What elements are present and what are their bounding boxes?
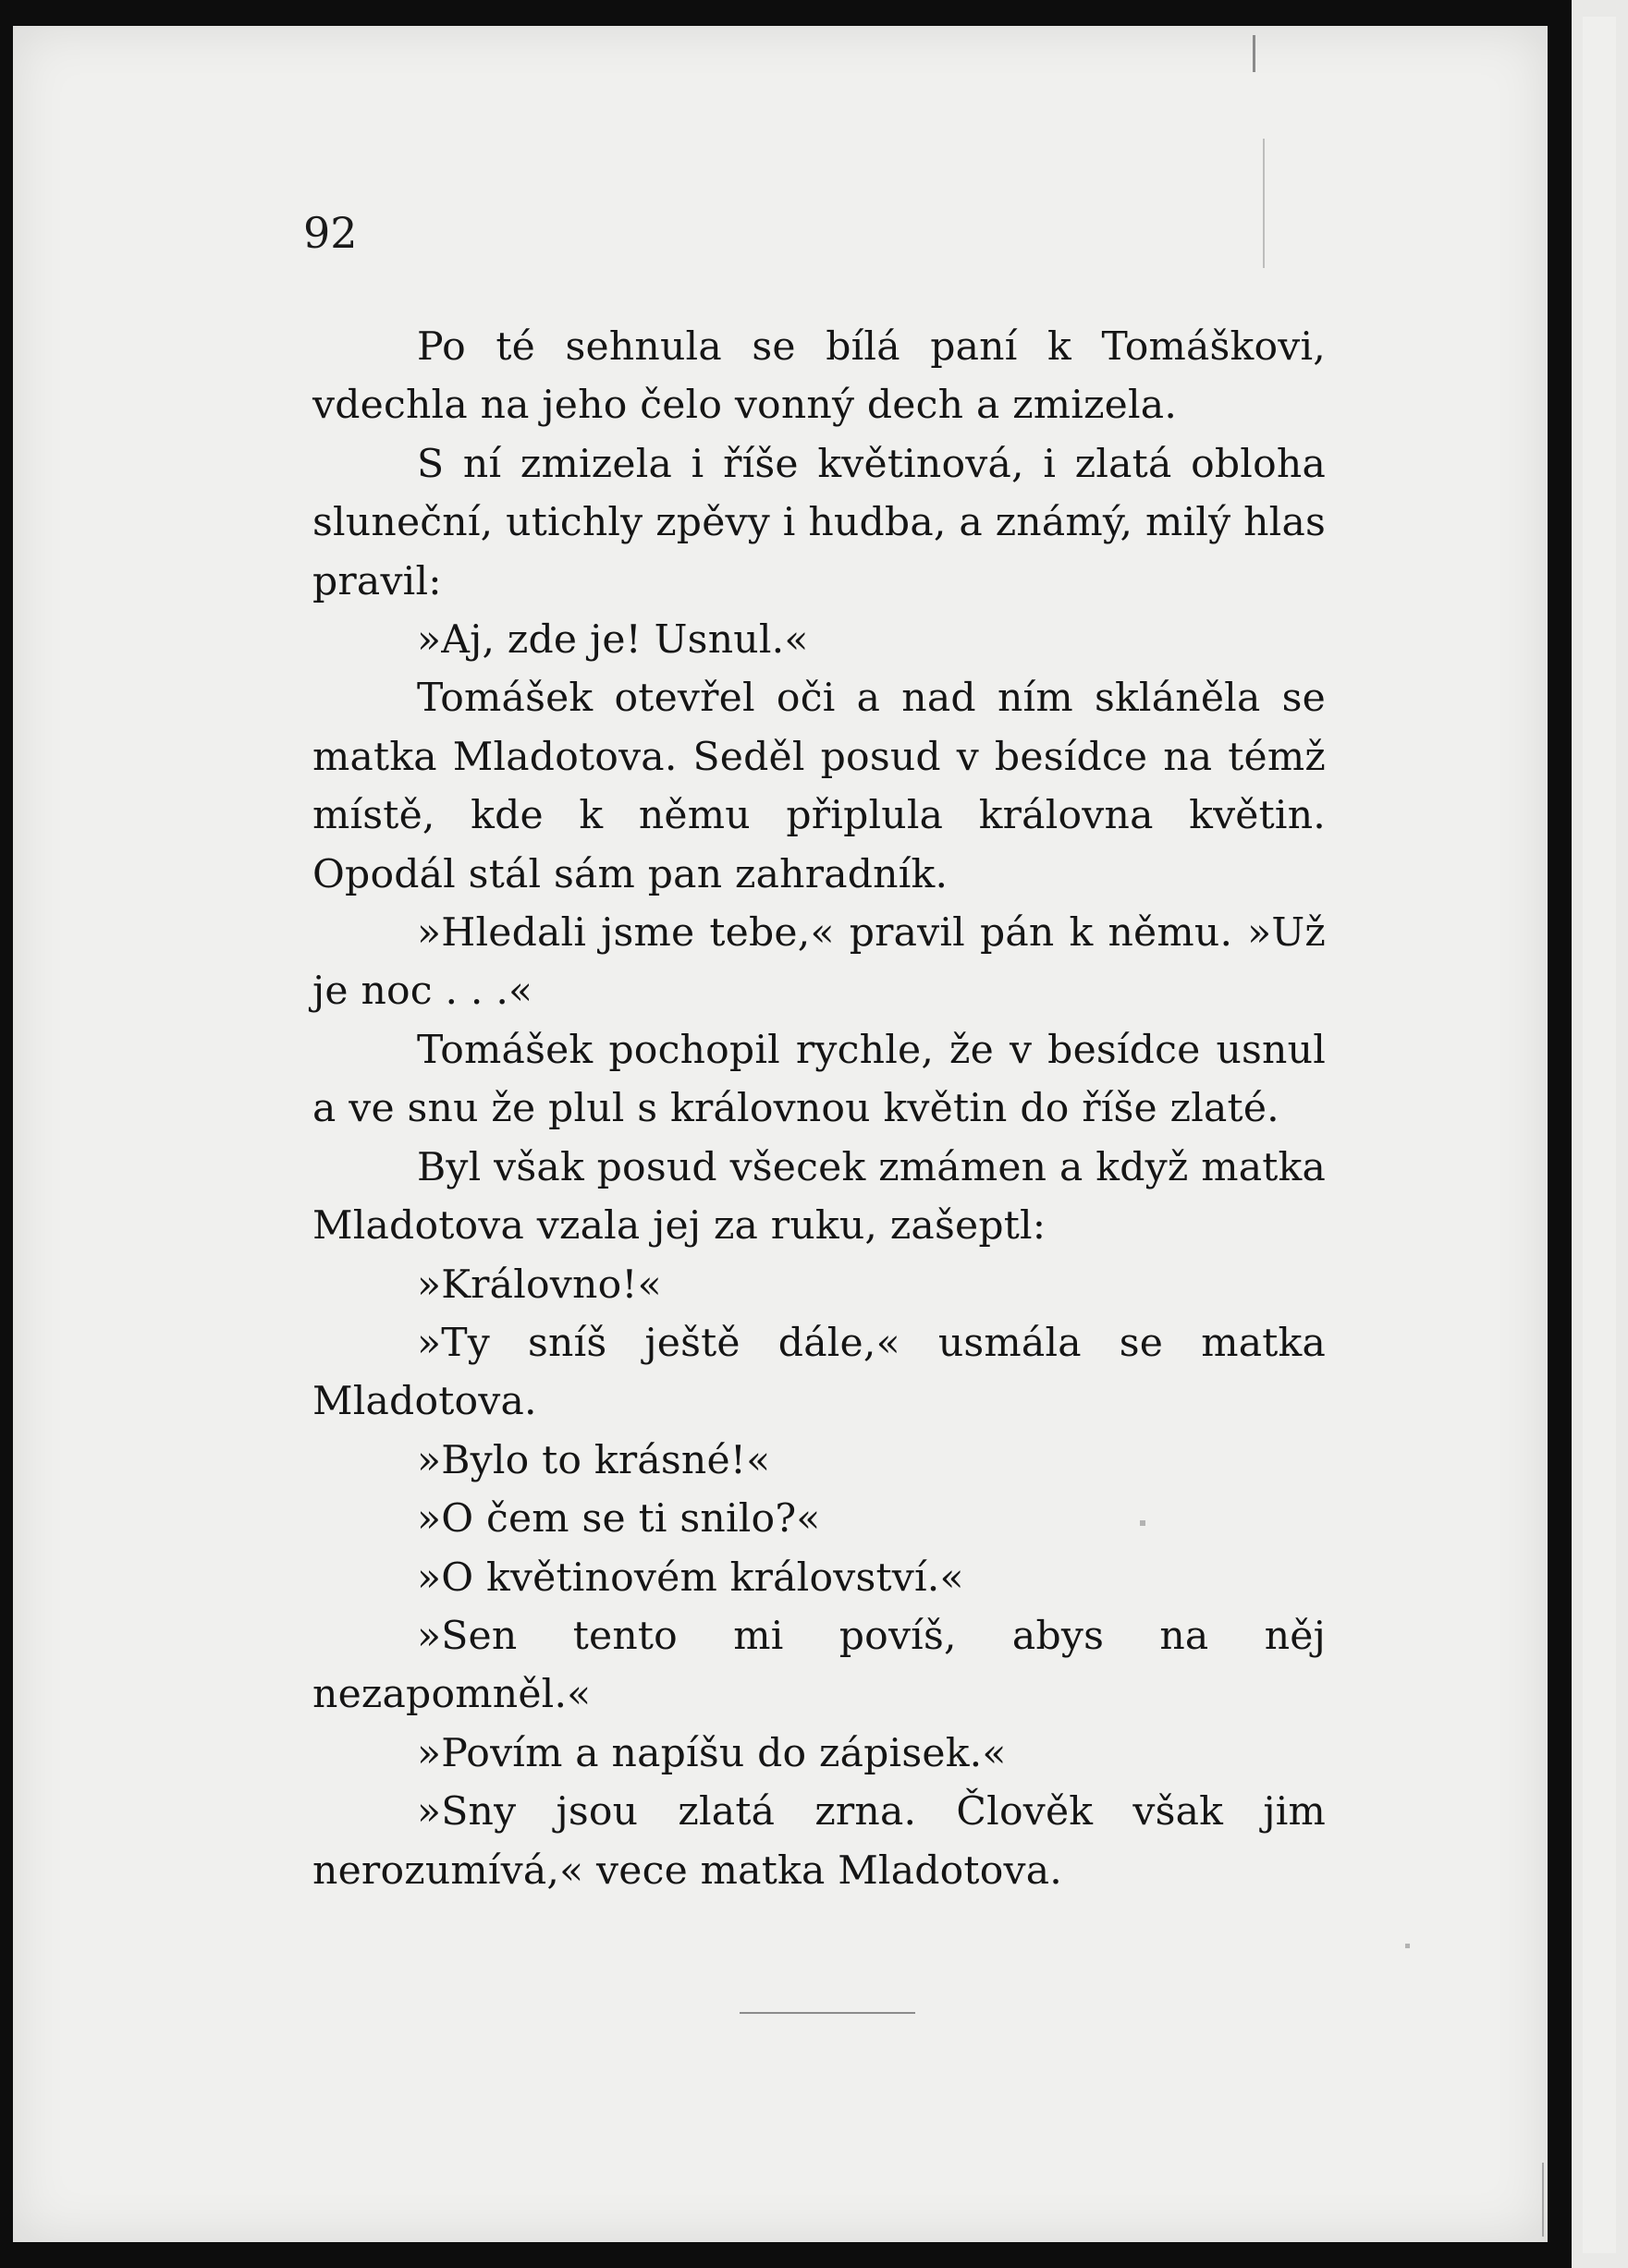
scan-speck [1263, 139, 1265, 268]
scan-speck [1542, 2163, 1544, 2237]
body-text [312, 318, 1326, 1900]
paragraph: »O čem se ti snilo?« [417, 1496, 821, 1542]
end-rule-divider [740, 2012, 915, 2014]
paragraph: »Ty sníš ještě dále,« usmála se matka Mladotova. [312, 1320, 1326, 1425]
paragraph: »Královno!« [417, 1262, 662, 1308]
paragraph: Tomášek otevřel oči a nad ním skláněla se matka Mladotova. Seděl posud v besídce na témž místě, kde k němu připlula královna květin. Opodál stál sám pan zahradník. [312, 676, 1326, 897]
paragraph: »Povím a napíšu do zápisek.« [417, 1730, 1007, 1776]
paragraph: »Sen tento mi povíš, abys na něj nezapomněl.« [312, 1613, 1326, 1718]
scan-speck [1405, 1944, 1410, 1948]
paragraph: Po té sehnula se bílá paní k Tomáškovi, vdechla na jeho čelo vonný dech a zmizela. [312, 324, 1326, 429]
paragraph: S ní zmizela i říše květinová, i zlatá obloha sluneční, utichly zpěvy i hudba, a známý, milý hlas pravil: [312, 441, 1326, 604]
paragraph: Byl však posud všecek zmámen a když matka Mladotova vzala jej za ruku, zašeptl: [312, 1144, 1326, 1250]
paragraph: »Bylo to krásné!« [417, 1437, 771, 1483]
facing-page-surface [1583, 17, 1616, 2253]
paragraph: Tomášek pochopil rychle, že v besídce usnul a ve snu že plul s královnou květin do říše zlaté. [312, 1027, 1326, 1132]
paragraph: »Hledali jsme tebe,« pravil pán k němu. »Už je noc . . .« [312, 910, 1326, 1015]
page-number: 92 [303, 208, 358, 258]
scan-speck [1253, 35, 1255, 72]
paragraph: »Sny jsou zlatá zrna. Člověk však jim nerozumívá,« vece matka Mladotova. [312, 1789, 1326, 1894]
paragraph: »O květinovém království.« [417, 1555, 964, 1601]
paragraph: »Aj, zde je! Usnul.« [417, 617, 809, 664]
